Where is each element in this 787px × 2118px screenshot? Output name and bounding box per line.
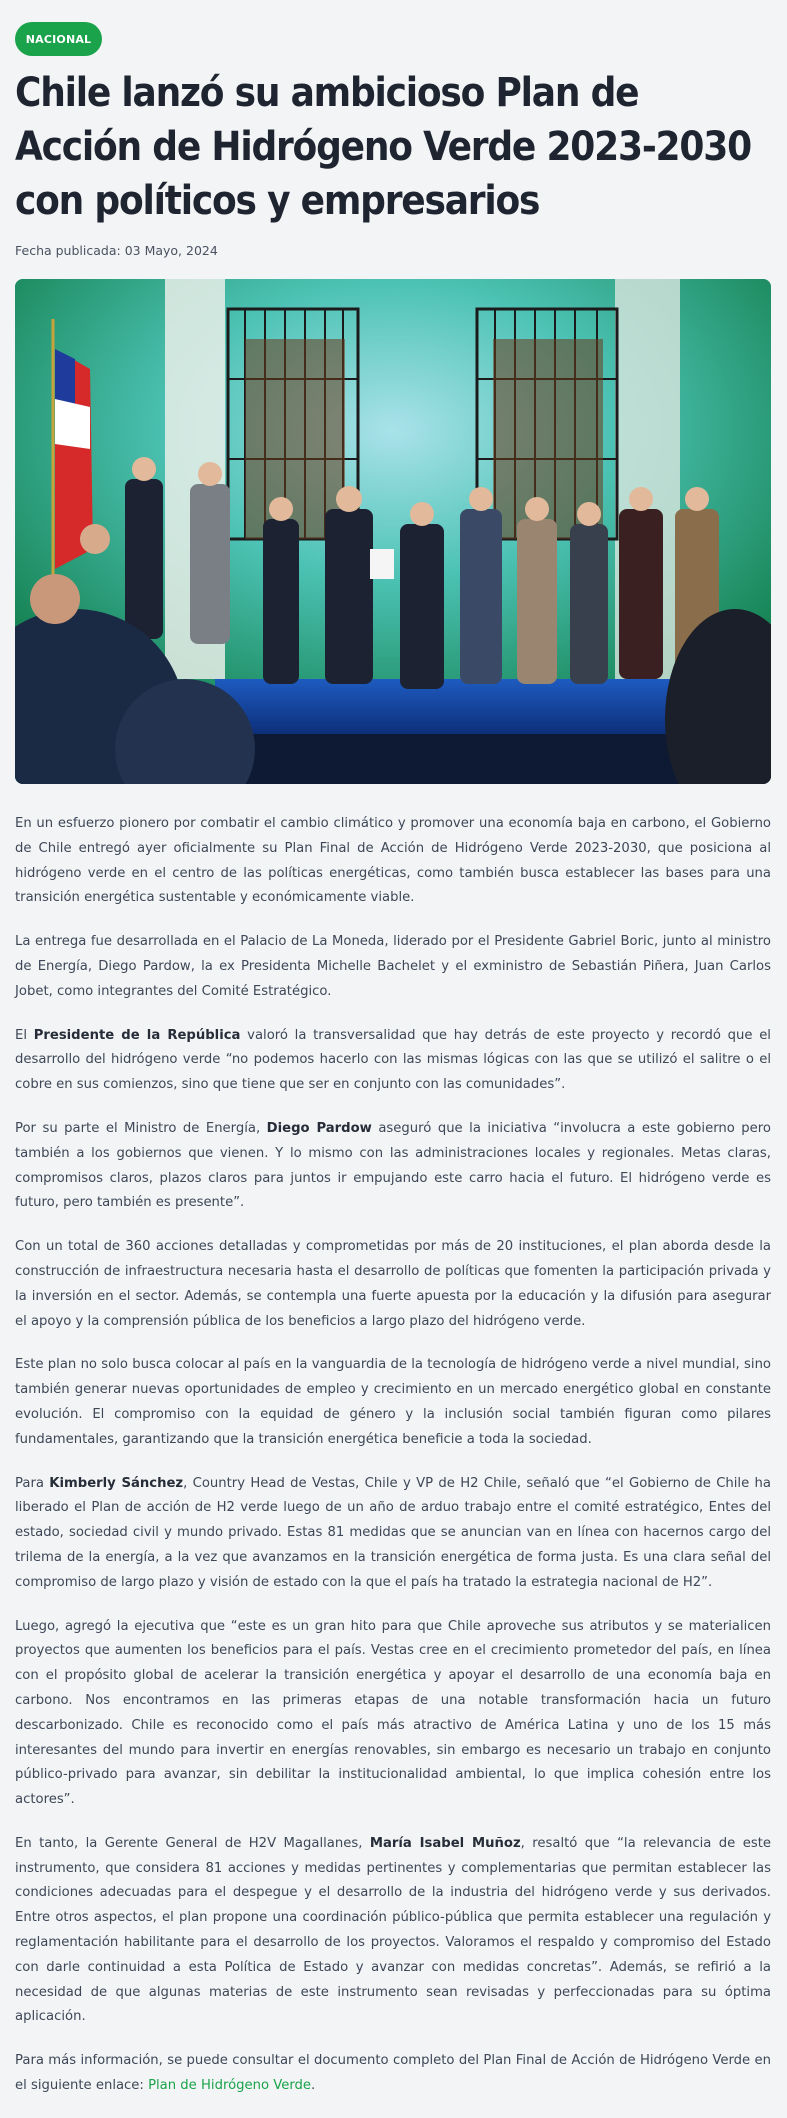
paragraph: Luego, agregó la ejecutiva que “este es un gran hito para que Chile aproveche sus atributos y se materialicen proyectos que aumenten los beneficios para el país. Vestas cree en el crecimiento prometedor del país, en línea con el propósito global de acelerar la transición energética y apoyar el desarrollo de una economía baja en carbono. Nos encontramos en las primeras etapas de una notable transformación hacia un futuro descarbonizado. Chile es reconocido como el país más atractivo de América Latina y uno de los 15 más interesantes del mundo para invertir en energías renovables, sin embargo es necesario un trabajo en conjunto público-privado para avanzar, sin debilitar la institucionalidad ambiental, lo que implica cohesión entre los actores”.: [15, 1618, 771, 1808]
category-badge[interactable]: NACIONAL: [15, 22, 102, 56]
text-segment: .: [311, 2078, 316, 2094]
text-segment: El: [15, 1027, 34, 1043]
plan-link[interactable]: Plan de Hidrógeno Verde: [148, 2078, 312, 2094]
publish-date: [15, 243, 218, 258]
paragraph: [15, 2049, 771, 2099]
text-segment: , Country Head de Vestas, Chile y VP de H2 Chile, señaló que “el Gobierno de Chile ha liberado el Plan de acción de H2 verde luego de un año de arduo trabajo entre el comité estratégico, Entes del estado, sociedad civil y mundo privado. Estas 81 medidas que se anuncian van en línea con hacernos cargo del trilema de la energía, a la vez que avanzamos en la transición energética de forma justa. Es una clara señal del compromiso de largo plazo y visión de estado con la que el país ha tratado la estrategia nacional de H2”.: [15, 1475, 771, 1590]
date-label: Fecha publicada:: [15, 243, 121, 258]
paragraph: [15, 1472, 771, 1596]
paragraph: [15, 1832, 771, 2030]
date-value: 03 Mayo, 2024: [124, 243, 218, 258]
bold-name: Presidente de la República: [33, 1027, 241, 1043]
paragraph: La entrega fue desarrollada en el Palacio de La Moneda, liderado por el Presidente Gabriel Boric, junto al ministro de Energía, Diego Pardow, la ex Presidenta Michelle Bachelet y el exministro de Sebastián Piñera, Juan Carlos Jobet, como integrantes del Comité Estratégico.: [15, 934, 771, 999]
bold-name: Kimberly Sánchez: [49, 1475, 184, 1491]
text-segment: valoró la transversalidad que hay detrás de este proyecto y recordó que el desarrollo del hidrógeno verde “no podemos hacerlo con las mismas lógicas con las que se utilizó el salitre o el cobre en sus comienzos, sino que tiene que ser en conjunto con las comunidades”.: [15, 1027, 771, 1093]
text-segment: Por su parte el Ministro de Energía,: [15, 1120, 267, 1136]
paragraph: [15, 1117, 771, 1216]
paragraph: Este plan no solo busca colocar al país en la vanguardia de la tecnología de hidrógeno verde a nivel mundial, sino también generar nuevas oportunidades de empleo y crecimiento en un mercado energético global en constante evolución. El compromiso con la equidad de género y la inclusión social también figuran como pilares fundamentales, garantizando que la transición energética beneficie a toda la sociedad.: [15, 1357, 771, 1447]
article-title: Chile lanzó su ambicioso Plan de Acción de Hidrógeno Verde 2023-2030 con políticos y empresarios: [15, 70, 751, 224]
text-segment: , resaltó que “la relevancia de este instrumento, que considera 81 acciones y medidas pertinentes y complementarias que permitan establecer las condiciones adecuadas para el despegue y el desarrollo de la industria del hidrógeno verde y sus derivados. Entre otros aspectos, el plan propone una coordinación público-pública que permita establecer una regulación y reglamentación habilitante para el desarrollo de los proyectos. Valoramos el respaldo y compromiso del Estado con darle continuidad a esta Política de Estado y avanzar con medidas concretas”. Además, se refirió a la necesidad de que algunas materias de este instrumento sean revisadas y perfeccionadas para su óptima aplicación.: [15, 1835, 771, 2025]
text-segment: Para: [15, 1475, 50, 1491]
hero-photo: [15, 279, 771, 784]
text-segment: Para más información, se puede consultar el documento completo del Plan Final de Acción de Hidrógeno Verde en el siguiente enlace:: [15, 2053, 771, 2094]
paragraph: En un esfuerzo pionero por combatir el cambio climático y promover una economía baja en carbono, el Gobierno de Chile entregó ayer oficialmente su Plan Final de Acción de Hidrógeno Verde 2023-2030, que posiciona al hidrógeno verde en el centro de las políticas energéticas, como también busca establecer las bases para una transición energética sustentable y económicamente viable.: [15, 816, 771, 906]
paragraph: Con un total de 360 acciones detalladas y comprometidas por más de 20 instituciones, el plan aborda desde la construcción de infraestructura necesaria hasta el desarrollo de políticas que fomenten la participación privada y la inversión en el sector. Además, se contempla una fuerte apuesta por la educación y la difusión para asegurar el apoyo y la comprensión pública de los beneficios a largo plazo del hidrógeno verde.: [15, 1239, 771, 1329]
text-segment: En tanto, la Gerente General de H2V Magallanes,: [15, 1835, 370, 1851]
article-body: [15, 812, 771, 2118]
ceremony-photo-illustration: [15, 279, 771, 784]
text-segment: aseguró que la iniciativa “involucra a este gobierno pero también a los gobiernos que vienen. Y lo mismo con las administraciones locales y regionales. Metas claras, compromisos claros, plazos claros para juntos ir empujando este carro hacia el futuro. El hidrógeno verde es futuro, pero también es presente”.: [15, 1120, 771, 1211]
paragraph: [15, 1024, 771, 1098]
bold-name: Diego Pardow: [266, 1120, 372, 1136]
bold-name: María Isabel Muñoz: [369, 1835, 521, 1851]
